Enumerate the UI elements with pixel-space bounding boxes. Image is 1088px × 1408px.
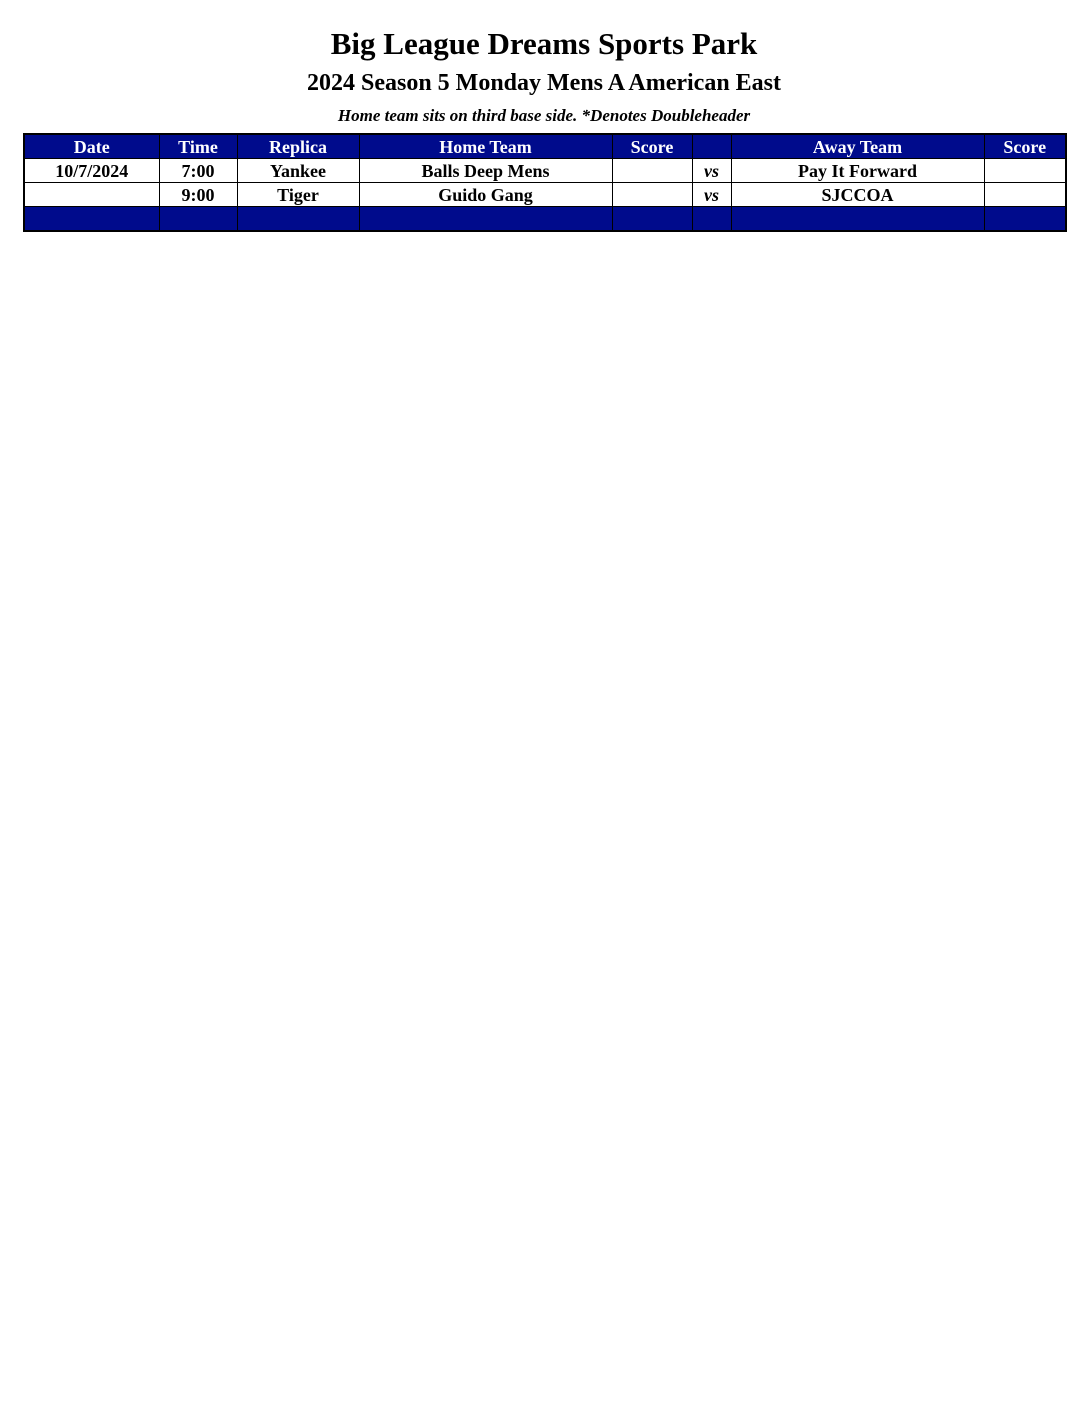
cell-date xyxy=(24,183,159,207)
table-footer-row xyxy=(24,207,1066,232)
page-title: Big League Dreams Sports Park xyxy=(330,26,758,61)
cell-home-team: Balls Deep Mens xyxy=(359,159,612,183)
cell-time: 9:00 xyxy=(159,183,237,207)
cell-away-score xyxy=(984,159,1066,183)
page-note: Home team sits on third base side. *Denotes Doubleheader xyxy=(337,106,751,125)
footer-cell xyxy=(612,207,692,232)
cell-home-team: Guido Gang xyxy=(359,183,612,207)
column-header-time: Time xyxy=(159,134,237,159)
schedule-table xyxy=(23,133,1067,232)
cell-home-score xyxy=(612,159,692,183)
cell-time: 7:00 xyxy=(159,159,237,183)
column-header-away-team: Away Team xyxy=(731,134,984,159)
column-header-away-score: Score xyxy=(984,134,1066,159)
cell-date: 10/7/2024 xyxy=(24,159,159,183)
table-row xyxy=(24,183,1066,207)
footer-cell xyxy=(692,207,731,232)
footer-cell xyxy=(24,207,159,232)
footer-cell xyxy=(359,207,612,232)
cell-away-score xyxy=(984,183,1066,207)
cell-replica: Tiger xyxy=(237,183,359,207)
cell-replica: Yankee xyxy=(237,159,359,183)
table-header-row xyxy=(24,134,1066,159)
footer-cell xyxy=(237,207,359,232)
cell-vs: vs xyxy=(692,159,731,183)
cell-away-team: SJCCOA xyxy=(731,183,984,207)
column-header-home-team: Home Team xyxy=(359,134,612,159)
footer-cell xyxy=(159,207,237,232)
column-header-date: Date xyxy=(24,134,159,159)
footer-cell xyxy=(984,207,1066,232)
column-header-home-score: Score xyxy=(612,134,692,159)
cell-vs: vs xyxy=(692,183,731,207)
cell-away-team: Pay It Forward xyxy=(731,159,984,183)
cell-home-score xyxy=(612,183,692,207)
column-header-replica: Replica xyxy=(237,134,359,159)
footer-cell xyxy=(731,207,984,232)
page-subtitle: 2024 Season 5 Monday Mens A American East xyxy=(306,70,782,96)
table-row xyxy=(24,159,1066,183)
column-header-vs xyxy=(692,134,731,159)
